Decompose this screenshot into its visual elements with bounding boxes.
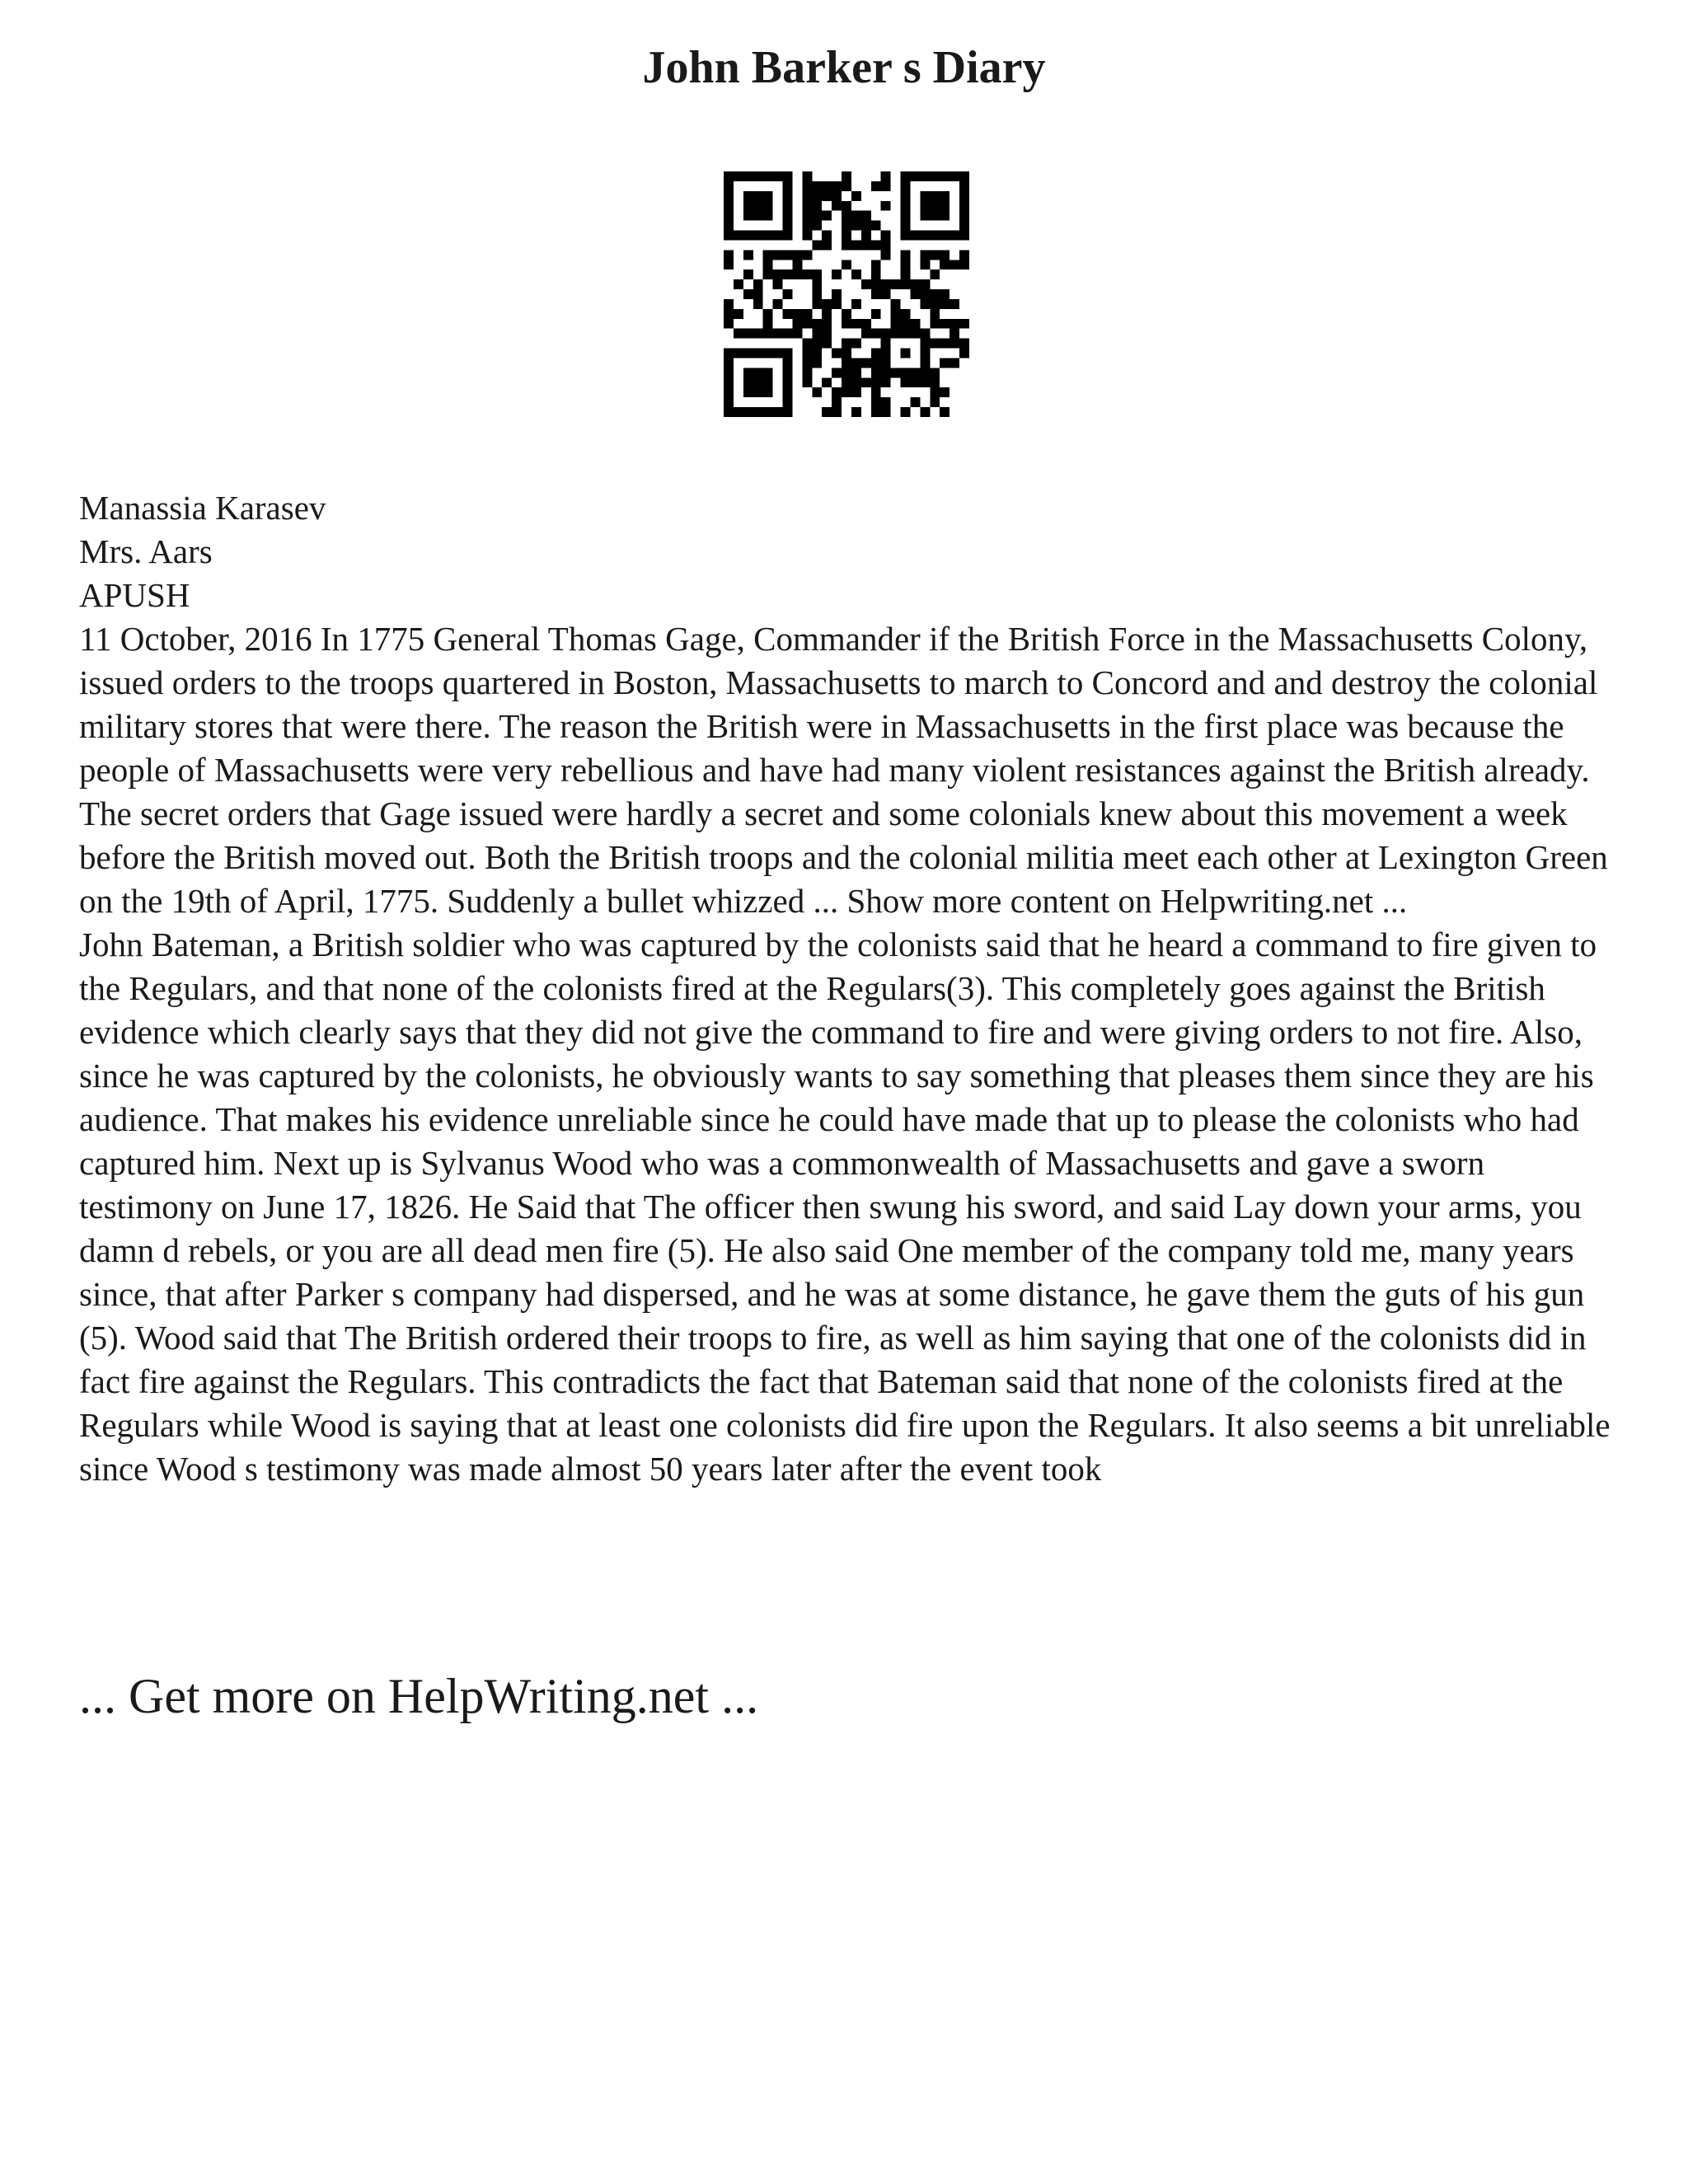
body-paragraph-1: 11 October, 2016 In 1775 General Thomas Gage, Commander if the British Force in the Massachusetts Colony, issued orders to the troops quartered in Boston, Massachusetts to march to Concord and and destroy the colonial military stores that were there. The reason the British were in Massachusetts in the first place was because the people of Massachusetts were very rebellious and have had many violent resistances against the British already. The secret orders that Gage issued were hardly a secret and some colonials knew about this movement a week before the British moved out. Both the British troops and the colonial militia meet each other at Lexington Green on the 19th of April, 1775. Suddenly a bullet whizzed ... Show more content on Helpwriting.net ... (79, 620, 1608, 920)
document-body (79, 486, 1620, 1491)
body-paragraph-2: John Bateman, a British soldier who was captured by the colonists said that he heard a command to fire given to the Regulars, and that none of the colonists fired at the Regulars(3). This completely goes against the British evidence which clearly says that they did not give the command to fire and were giving orders to not fire. Also, since he was captured by the colonists, he obviously wants to say something that pleases them since they are his audience. That makes his evidence unreliable since he could have made that up to please the colonists who had captured him. Next up is Sylvanus Wood who was a commonwealth of Massachusetts and gave a sworn testimony on June 17, 1826. He Said that The officer then swung his sword, and said Lay down your arms, you damn d rebels, or you are all dead men fire (5). He also said One member of the company told me, many years since, that after Parker s company had dispersed, and he was at some distance, he gave them the guts of his gun (5). Wood said that The British ordered their troops to fire, as well as him saying that one of the colonists did in fact fire against the Regulars. This contradicts the fact that Bateman said that none of the colonists fired at the Regulars while Wood is saying that at least one colonists did fire upon the Regulars. It also seems a bit unreliable since Wood s testimony was made almost 50 years later after the event took (79, 926, 1611, 1488)
course-name: APUSH (79, 576, 190, 614)
footer-link[interactable]: ... Get more on HelpWriting.net ... (79, 1669, 759, 1723)
author-name: Manassia Karasev (79, 489, 326, 527)
qr-code-icon (724, 171, 969, 417)
teacher-name: Mrs. Aars (79, 532, 213, 570)
document-title: John Barker s Diary (642, 42, 1046, 93)
